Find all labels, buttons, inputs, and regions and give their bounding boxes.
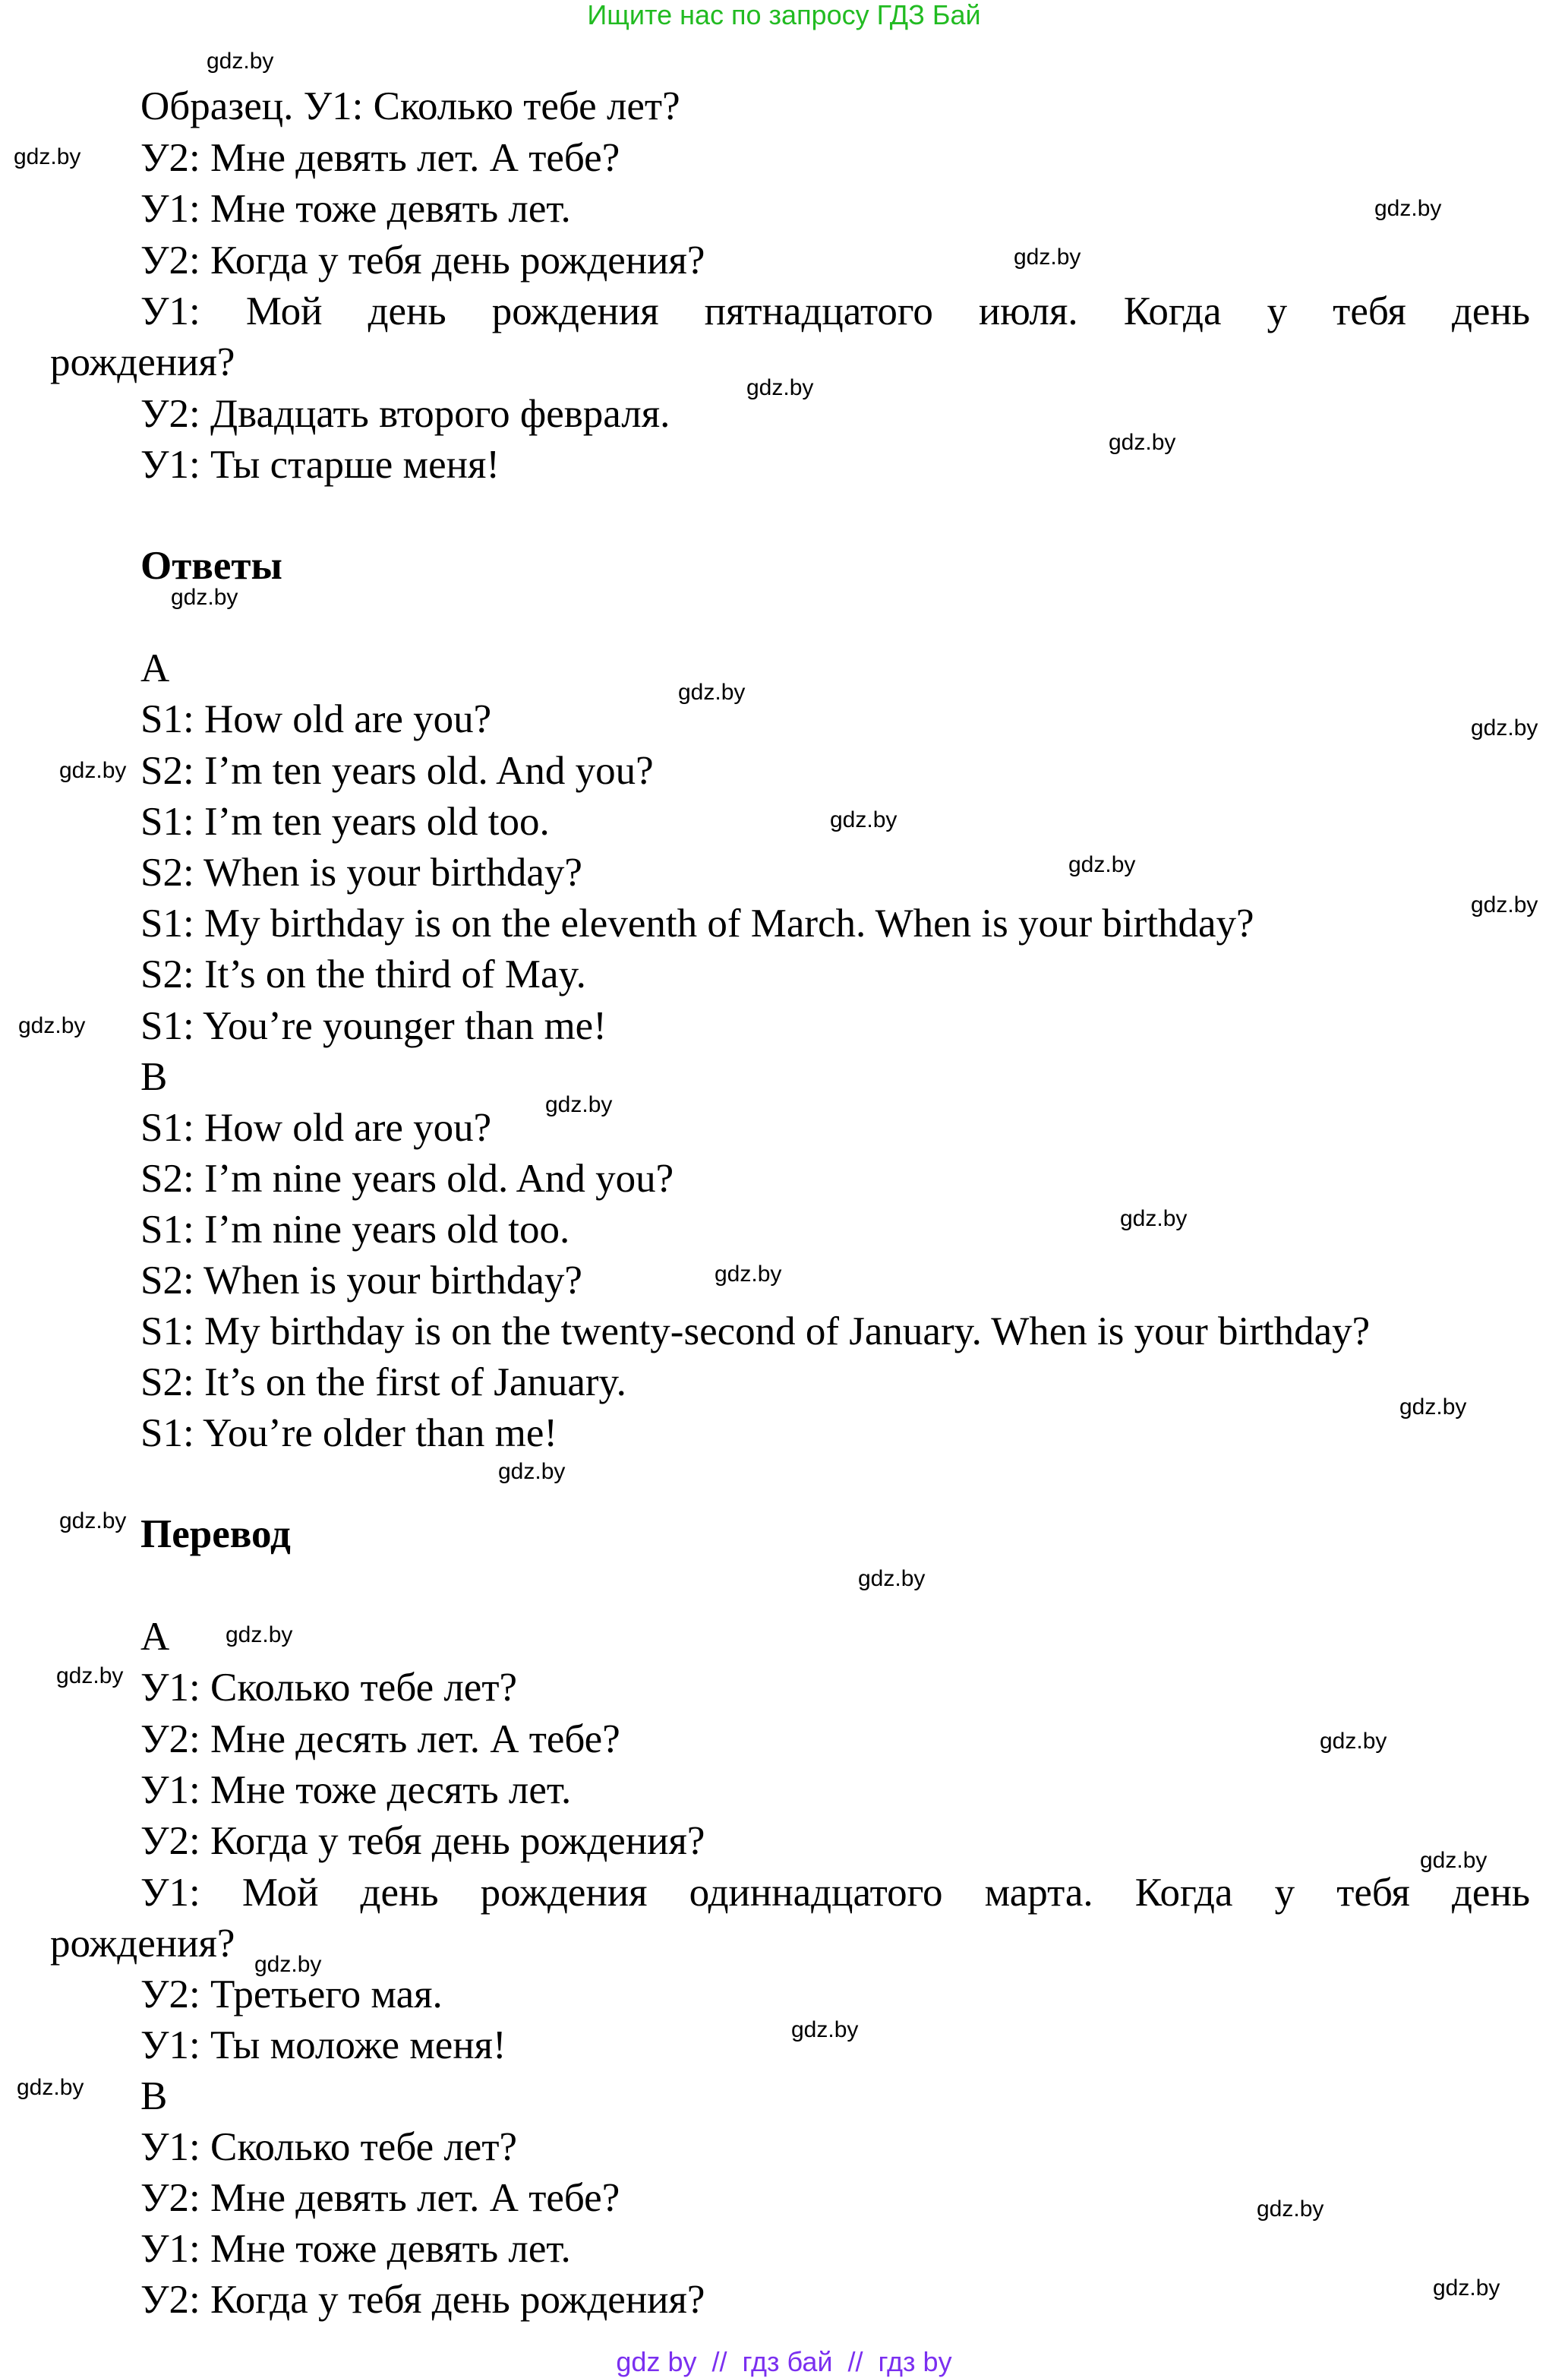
answers-heading: Ответы (140, 544, 282, 588)
answers-a-line-2: S2: I’m ten years old. And you? (140, 749, 654, 793)
translation-b-label: В (140, 2074, 168, 2118)
footer-separator: // (847, 2346, 863, 2377)
translation-a-line-5: У1: Мой день рождения одиннадцатого марта. Когда у тебя день (140, 1871, 1530, 1915)
translation-a-line-8: У1: Ты моложе меня! (140, 2023, 506, 2067)
watermark: gdz.by (226, 1622, 293, 1647)
watermark: gdz.by (59, 758, 127, 783)
top-banner[interactable]: Ищите нас по запросу ГДЗ Бай (587, 0, 981, 30)
translation-a-label: А (140, 1615, 170, 1659)
answers-a-line-6: S2: It’s on the third of May. (140, 952, 586, 996)
example-line-4: У2: Когда у тебя день рождения? (140, 238, 705, 283)
translation-a-line-7: У2: Третьего мая. (140, 1972, 443, 2016)
example-line-2: У2: Мне девять лет. А тебе? (140, 136, 620, 180)
watermark: gdz.by (17, 2075, 84, 2100)
translation-b-line-3: У1: Мне тоже девять лет. (140, 2227, 571, 2271)
watermark: gdz.by (1320, 1729, 1387, 1754)
watermark: gdz.by (59, 1508, 127, 1533)
footer-separator: // (711, 2346, 727, 2377)
example-line-6: рождения? (50, 340, 235, 384)
watermark: gdz.by (171, 585, 238, 610)
watermark: gdz.by (1120, 1206, 1188, 1231)
answers-a-line-4: S2: When is your birthday? (140, 851, 582, 895)
translation-a-line-2: У2: Мне десять лет. А тебе? (140, 1717, 620, 1761)
watermark: gdz.by (830, 807, 898, 832)
answers-b-line-1: S1: How old are you? (140, 1106, 492, 1150)
watermark: gdz.by (18, 1013, 86, 1038)
translation-a-line-6: рождения? (50, 1922, 235, 1966)
answers-a-line-3: S1: I’m ten years old too. (140, 800, 550, 844)
answers-b-line-3: S1: I’m nine years old too. (140, 1208, 570, 1252)
answers-a-line-1: S1: How old are you? (140, 697, 492, 741)
footer-links (0, 2347, 1568, 2377)
footer-link-gdz-by-cyr[interactable]: гдз by (878, 2346, 952, 2377)
watermark: gdz.by (1014, 245, 1081, 270)
watermark: gdz.by (1068, 852, 1136, 877)
watermark: gdz.by (746, 375, 814, 400)
watermark: gdz.by (1420, 1848, 1488, 1873)
watermark: gdz.by (1109, 430, 1176, 455)
translation-b-line-1: У1: Сколько тебе лет? (140, 2125, 518, 2169)
watermark: gdz.by (56, 1663, 124, 1688)
translation-b-line-4: У2: Когда у тебя день рождения? (140, 2278, 705, 2322)
translation-a-line-1: У1: Сколько тебе лет? (140, 1666, 518, 1710)
answers-b-line-5: S1: My birthday is on the twenty-second of January. When is your birthday? (140, 1309, 1371, 1353)
watermark: gdz.by (791, 2017, 859, 2042)
translation-a-line-4: У2: Когда у тебя день рождения? (140, 1819, 705, 1863)
watermark: gdz.by (545, 1092, 613, 1117)
answers-b-line-2: S2: I’m nine years old. And you? (140, 1157, 674, 1201)
watermark: gdz.by (858, 1566, 926, 1591)
watermark: gdz.by (1471, 715, 1538, 741)
watermark: gdz.by (1374, 196, 1442, 221)
footer-link-gdz-bai[interactable]: гдз бай (742, 2346, 833, 2377)
answers-b-label: B (140, 1055, 168, 1099)
watermark: gdz.by (207, 49, 274, 74)
answers-b-line-4: S2: When is your birthday? (140, 1258, 582, 1303)
watermark: gdz.by (14, 144, 81, 169)
answers-b-line-7: S1: You’re older than me! (140, 1411, 558, 1455)
example-line-1: Образец. У1: Сколько тебе лет? (140, 84, 680, 128)
watermark: gdz.by (254, 1952, 322, 1977)
translation-heading: Перевод (140, 1512, 291, 1556)
watermark: gdz.by (1433, 2275, 1500, 2301)
watermark: gdz.by (498, 1459, 566, 1484)
footer-link-gdz-by[interactable]: gdz by (616, 2346, 697, 2377)
watermark: gdz.by (678, 680, 746, 705)
answers-b-line-6: S2: It’s on the first of January. (140, 1360, 626, 1404)
example-line-8: У1: Ты старше меня! (140, 443, 500, 487)
example-line-3: У1: Мне тоже девять лет. (140, 187, 571, 231)
example-line-5: У1: Мой день рождения пятнадцатого июля. Когда у тебя день (140, 289, 1530, 333)
watermark: gdz.by (715, 1262, 782, 1287)
watermark: gdz.by (1257, 2196, 1324, 2222)
answers-a-line-7: S1: You’re younger than me! (140, 1004, 607, 1048)
translation-b-line-2: У2: Мне девять лет. А тебе? (140, 2176, 620, 2220)
translation-a-line-3: У1: Мне тоже десять лет. (140, 1768, 572, 1812)
example-line-7: У2: Двадцать второго февраля. (140, 392, 670, 436)
answers-a-label: A (140, 646, 170, 690)
answers-a-line-5: S1: My birthday is on the eleventh of March. When is your birthday? (140, 902, 1254, 946)
watermark: gdz.by (1471, 892, 1538, 917)
watermark: gdz.by (1399, 1394, 1467, 1420)
